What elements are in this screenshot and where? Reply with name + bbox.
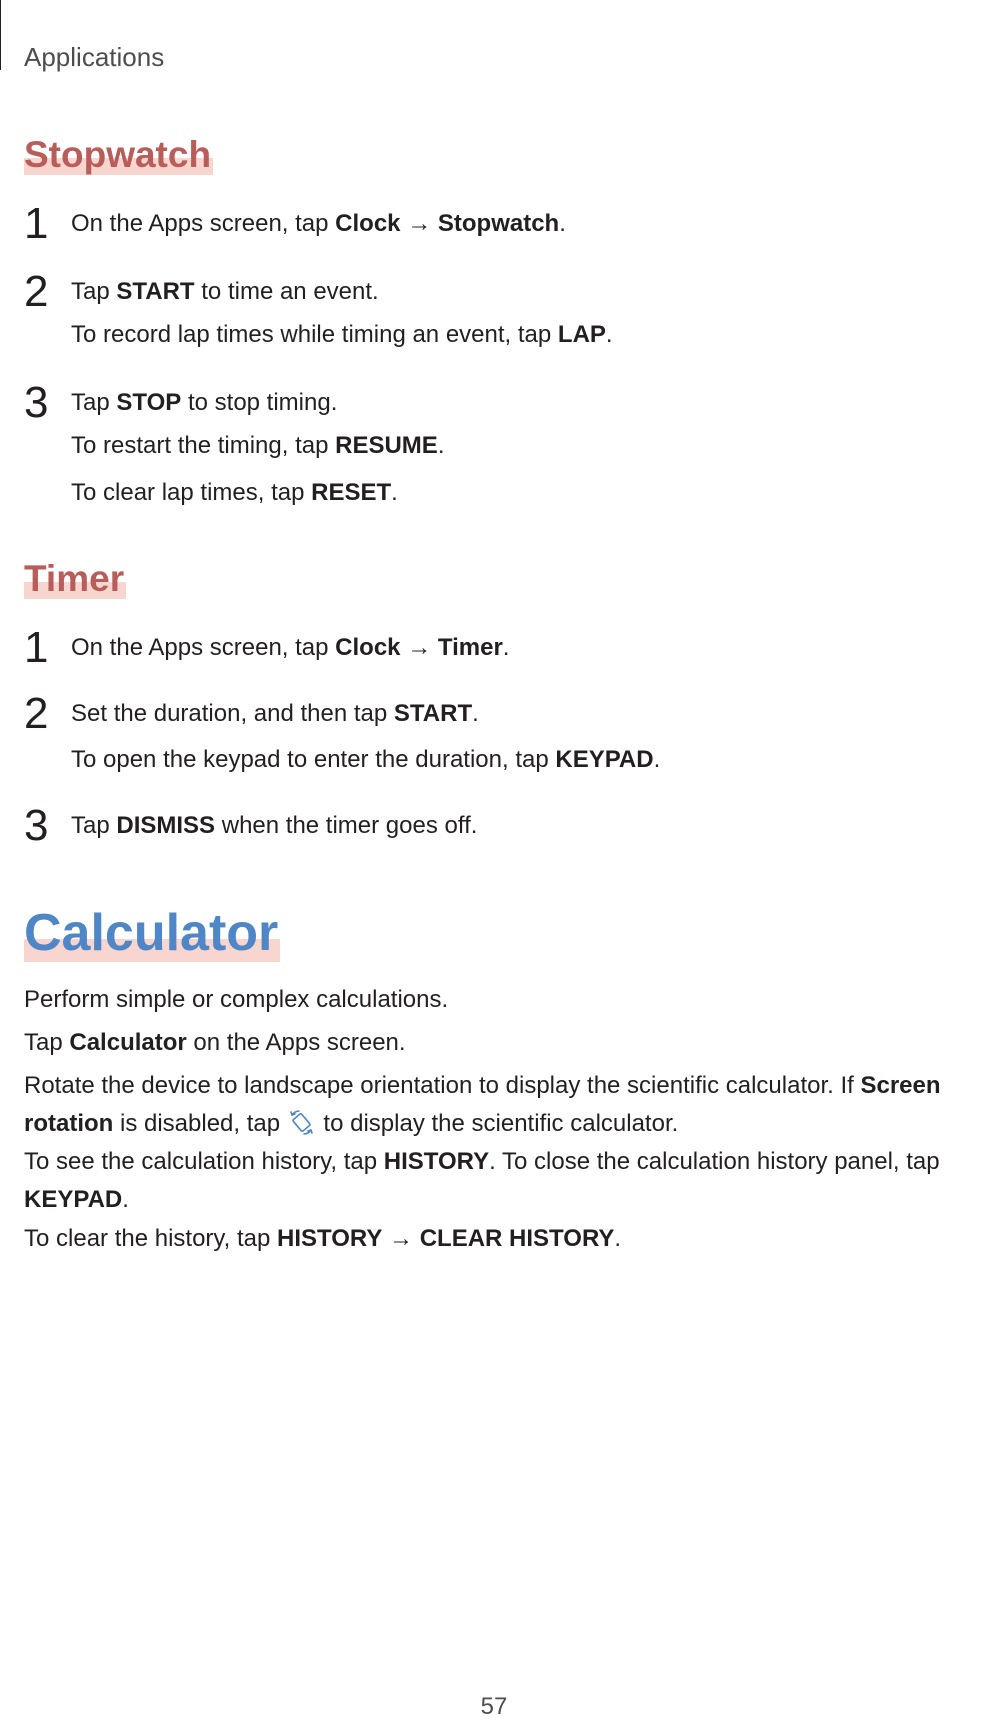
stopwatch-step-1-number: 1 [24,199,49,248]
calculator-paragraph-history-line-2: KEYPAD. [24,1186,129,1213]
stopwatch-step-1-line-1: On the Apps screen, tap Clock → Stopwatch. [71,210,566,237]
stopwatch-step-2-number: 2 [24,267,49,316]
running-header: Applications [24,42,165,72]
stopwatch-step-3-line-3: To clear lap times, tap RESET. [71,479,398,506]
calculator-chapter-title [24,904,280,962]
stopwatch-section-title [24,136,213,173]
timer-step-2-line-2: To open the keypad to enter the duration, tap KEYPAD. [71,746,661,773]
rotate-icon [289,1109,315,1137]
timer-step-1-number: 1 [24,623,49,672]
stopwatch-step-3-number: 3 [24,378,49,427]
calculator-paragraph-open: Tap Calculator on the Apps screen. [24,1029,406,1056]
calculator-paragraph-history-line-1: To see the calculation history, tap HISTORY. To close the calculation history panel, tap [24,1148,940,1175]
calculator-title-text: Calculator [24,904,279,962]
page-number: 57 [480,1693,508,1720]
timer-title-text: Timer [24,558,125,599]
timer-step-2-line-1: Set the duration, and then tap START. [71,700,479,727]
timer-step-1-line-1: On the Apps screen, tap Clock → Timer. [71,634,510,661]
calculator-paragraph-rotate-line-1: Rotate the device to landscape orientation to display the scientific calculator. If Screen [24,1072,941,1099]
calculator-paragraph-rotate-line-2: rotation is disabled, tap to display the scientific calculator. [24,1110,679,1137]
calculator-intro: Perform simple or complex calculations. [24,986,449,1013]
stopwatch-step-2-line-2: To record lap times while timing an event, tap LAP. [71,321,613,348]
stopwatch-title-text: Stopwatch [24,134,212,175]
corner-mark [0,0,1,70]
timer-step-2-number: 2 [24,689,49,738]
timer-section-title [24,560,126,597]
calculator-paragraph-clear: To clear the history, tap HISTORY → CLEAR HISTORY. [24,1225,622,1252]
timer-step-3-number: 3 [24,801,49,850]
stopwatch-step-3-line-1: Tap STOP to stop timing. [71,389,338,416]
timer-step-3-line-1: Tap DISMISS when the timer goes off. [71,812,478,839]
stopwatch-step-3-line-2: To restart the timing, tap RESUME. [71,432,445,459]
stopwatch-step-2-line-1: Tap START to time an event. [71,278,379,305]
